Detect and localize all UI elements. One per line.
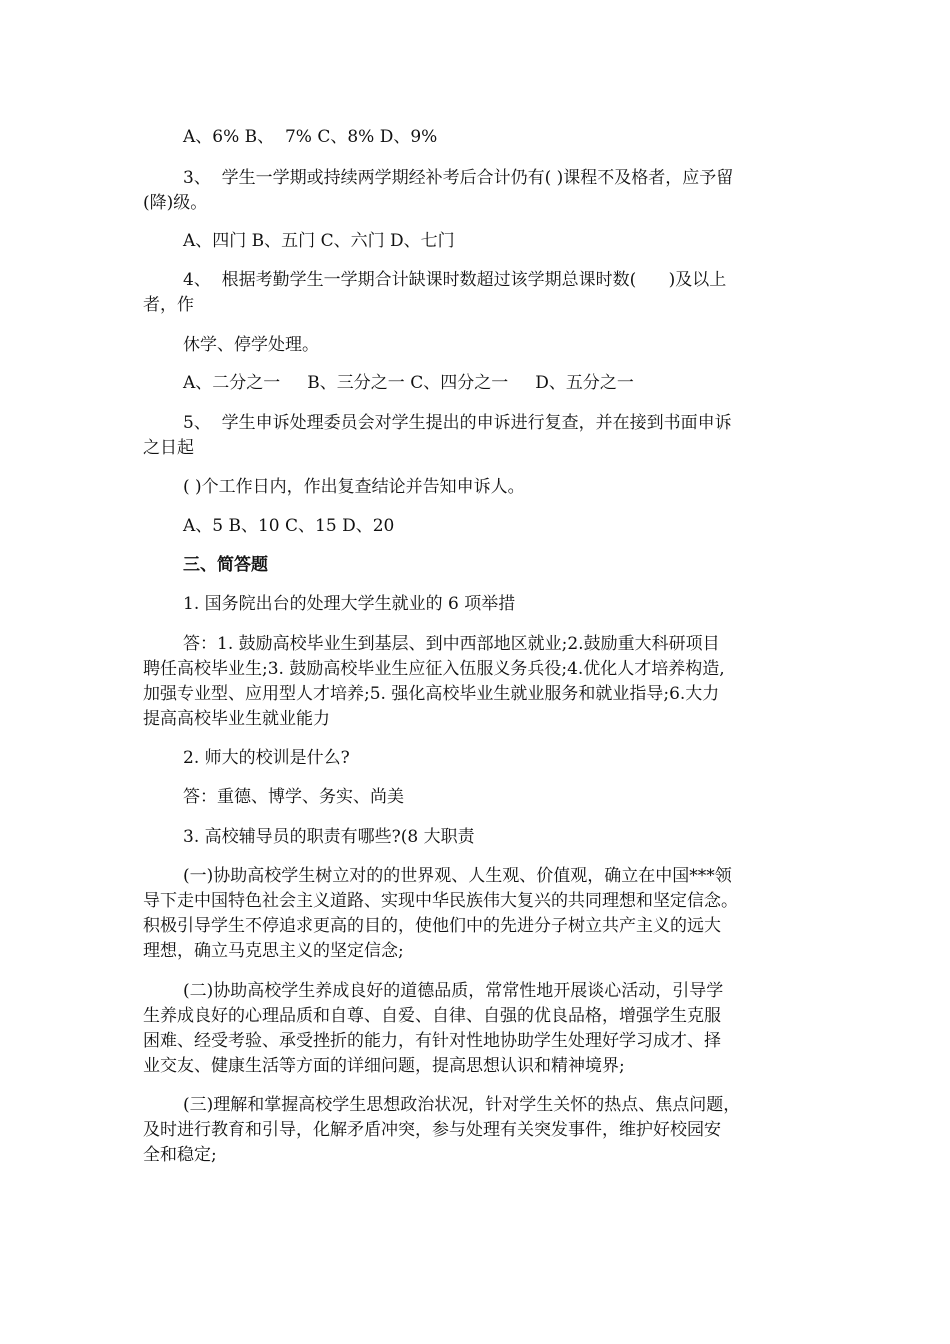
q4-question-line3: 休学、停学处理。 xyxy=(183,335,319,355)
short-answer-2-answer: 答：重德、博学、务实、尚美 xyxy=(183,787,404,807)
short-answer-1-answer-line4: 提高高校毕业生就业能力 xyxy=(143,709,330,729)
duty-2-line4: 业交友、健康生活等方面的详细问题，提高思想认识和精神境界; xyxy=(143,1056,625,1076)
q3-question-line2: (降)级。 xyxy=(143,193,208,213)
q2-options: A、6% B、 7% C、8% D、9% xyxy=(183,127,438,147)
q3-question-line1: 3、 学生一学期或持续两学期经补考后合计仍有( )课程不及格者，应予留 xyxy=(183,168,734,188)
duty-1-line1: (一)协助高校学生树立对的的世界观、人生观、价值观，确立在中国***领 xyxy=(183,866,732,886)
q5-options: A、5 B、10 C、15 D、20 xyxy=(183,516,395,536)
q4-question-line1: 4、 根据考勤学生一学期合计缺课时数超过该学期总课时数( )及以上 xyxy=(183,270,727,290)
q3-options: A、四门 B、五门 C、六门 D、七门 xyxy=(183,231,455,251)
q5-question-line2: 之日起 xyxy=(143,438,194,458)
duty-3-line2: 及时进行教育和引导，化解矛盾冲突，参与处理有关突发事件，维护好校园安 xyxy=(143,1120,721,1140)
q5-question-line1: 5、 学生申诉处理委员会对学生提出的申诉进行复查，并在接到书面申诉 xyxy=(183,413,732,433)
duty-1-line4: 理想，确立马克思主义的坚定信念; xyxy=(143,941,404,961)
duty-2-line3: 困难、经受考验、承受挫折的能力，有针对性地协助学生处理好学习成才、择 xyxy=(143,1031,721,1051)
short-answer-1-answer-line2: 聘任高校毕业生;3. 鼓励高校毕业生应征入伍服义务兵役;4.优化人才培养构造, xyxy=(143,659,725,679)
duty-2-line1: (二)协助高校学生养成良好的道德品质，常常性地开展谈心活动，引导学 xyxy=(183,981,724,1001)
short-answer-3-question: 3. 高校辅导员的职责有哪些?(8 大职责 xyxy=(183,827,475,847)
q4-options: A、二分之一 B、三分之一 C、四分之一 D、五分之一 xyxy=(183,373,634,393)
q4-question-line2: 者，作 xyxy=(143,295,194,315)
section-title: 三、简答题 xyxy=(183,555,268,575)
short-answer-2-question: 2. 师大的校训是什么? xyxy=(183,748,350,768)
short-answer-1-answer-line1: 答：1. 鼓励高校毕业生到基层、到中西部地区就业;2.鼓励重大科研项目 xyxy=(183,634,720,654)
duty-3-line1: (三)理解和掌握高校学生思想政治状况，针对学生关怀的热点、焦点问题， xyxy=(183,1095,741,1115)
duty-1-line3: 积极引导学生不停追求更高的目的，使他们中的先进分子树立共产主义的远大 xyxy=(143,916,721,936)
short-answer-1-answer-line3: 加强专业型、应用型人才培养;5. 强化高校毕业生就业服务和就业指导;6.大力 xyxy=(143,684,720,704)
short-answer-1-question: 1. 国务院出台的处理大学生就业的 6 项举措 xyxy=(183,594,516,614)
q5-question-line3: ( )个工作日内，作出复查结论并告知申诉人。 xyxy=(183,477,525,497)
duty-1-line2: 导下走中国特色社会主义道路、实现中华民族伟大复兴的共同理想和坚定信念。 xyxy=(143,891,738,911)
duty-3-line3: 全和稳定; xyxy=(143,1145,217,1165)
duty-2-line2: 生养成良好的心理品质和自尊、自爱、自律、自强的优良品格，增强学生克服 xyxy=(143,1006,721,1026)
